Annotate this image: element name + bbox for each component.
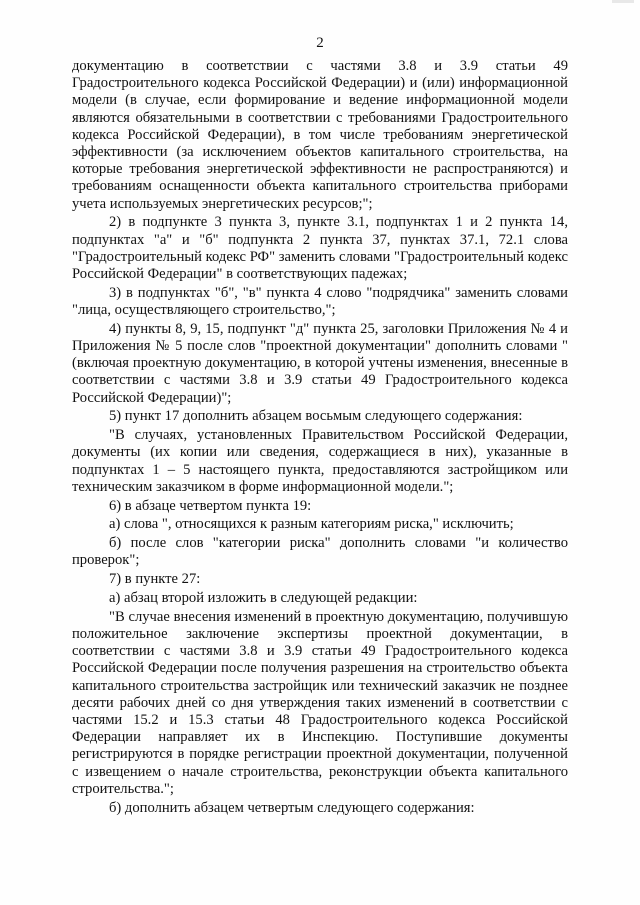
- paragraph-item-2: 2) в подпункте 3 пункта 3, пункте 3.1, подпунктах 1 и 2 пункта 14, подпунктах "а" и "б" подпункта 2 пункта 37, пунктах 37.1, 72.1 слова "Градостроительный кодекс РФ" заменить словами "Градостроительный кодекс Российской Федерации" в соответствующих падежах;: [72, 214, 568, 283]
- paragraph-item-4: 4) пункты 8, 9, 15, подпункт "д" пункта 25, заголовки Приложения № 4 и Приложения № 5 после слов "проектной документации" дополнить словами "(включая проектную документацию, в которой учтены изменения, внесенные в соответствии с частями 3.8 и 3.9 статьи 49 Градостроительного кодекса Российской Федерации)";: [72, 320, 568, 406]
- paragraph-item-7b: б) дополнить абзацем четвертым следующего содержания:: [109, 799, 475, 816]
- document-body: [72, 58, 568, 818]
- paragraph-item-3: 3) в подпунктах "б", "в" пункта 4 слово "подрядчика" заменить словами "лица, осуществляющего строительство,";: [72, 284, 568, 319]
- paragraph-item-7a: а) абзац второй изложить в следующей редакции:: [109, 590, 418, 607]
- paragraph-item-7: 7) в пункте 27:: [109, 571, 201, 588]
- paragraph-item-6: 6) в абзаце четвертом пункта 19:: [109, 497, 312, 514]
- paragraph-item-6b: б) после слов "категории риска" дополнить словами "и количество проверок";: [72, 535, 568, 569]
- paragraph-item-6a: а) слова ", относящихся к разным категориям риска," исключить;: [109, 516, 514, 533]
- page-number: 2: [316, 35, 324, 51]
- scan-edge-mark: [612, 0, 634, 3]
- paragraph-quote-27: "В случае внесения изменений в проектную документацию, получившую положительное заключение экспертизы проектной документации, в соответствии с частями 3.8 и 3.9 статьи 49 Градостроительного кодекса Российской Федерации после получения разрешения на строительство объекта капитального строительства застройщик или технический заказчик не позднее десяти рабочих дней со дня утверждения таких изменений в соответствии с частями 15.2 и 15.3 статьи 48 Градостроительного кодекса Российской Федерации направляет их в Инспекцию. Поступившие документы регистрируются в порядке регистрации проектной документации, полученной с извещением о начале строительства, реконструкции объекта капитального строительства.";: [72, 608, 568, 797]
- paragraph-quote-17: "В случаях, установленных Правительством Российской Федерации, документы (их копии или сведения, содержащиеся в них), указанные в подпунктах 1 – 5 настоящего пункта, предоставляются застройщиком или техническим заказчиком в форме информационной модели.";: [72, 427, 568, 495]
- paragraph-continuation: документацию в соответствии с частями 3.8 и 3.9 статьи 49 Градостроительного кодекса Российской Федерации) и (или) информационной модели (в случае, если формирование и ведение информационной модели являются обязательными в соответствии с требованиями Градостроительного кодекса Российской Федерации), в том числе требованиям энергетической эффективности (за исключением объектов капитального строительства, на которые требования энергетической эффективности не распространяются) и требованиям оснащенности объекта капитального строительства приборами учета используемых энергетических ресурсов;";: [72, 58, 568, 212]
- paragraph-item-5: 5) пункт 17 дополнить абзацем восьмым следующего содержания:: [109, 408, 523, 425]
